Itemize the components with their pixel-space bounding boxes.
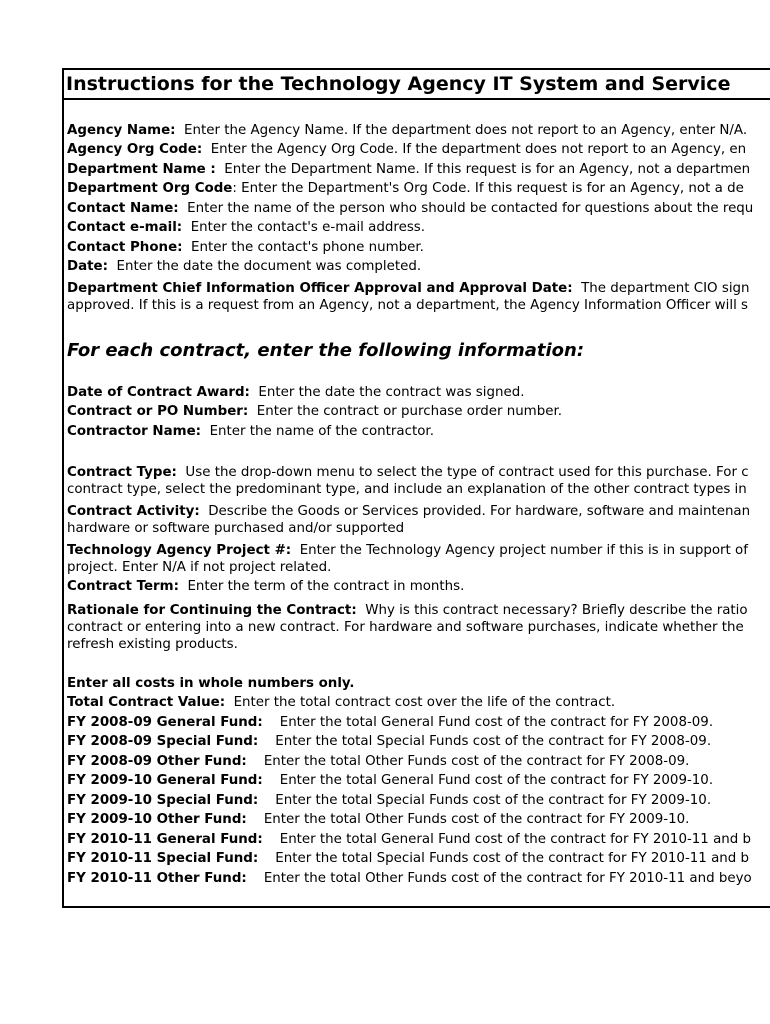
field-description: Enter the total Other Funds cost of the contract for FY 2009-10. bbox=[263, 812, 690, 827]
field-label: Date: bbox=[67, 259, 108, 274]
costs-heading: Enter all costs in whole numbers only. bbox=[67, 676, 355, 691]
field-project-number bbox=[67, 542, 748, 559]
field-fy0809-general bbox=[67, 714, 713, 731]
field-label: FY 2008-09 Special Fund: bbox=[67, 734, 259, 749]
field-description: Enter the contact's e-mail address. bbox=[190, 220, 426, 235]
field-description: Enter the total Special Funds cost of the contract for FY 2009-10. bbox=[275, 793, 712, 808]
field-description: Enter the total Other Funds cost of the contract for FY 2008-09. bbox=[263, 754, 690, 769]
field-description: Enter the Department Name. If this request is for an Agency, not a departmen bbox=[224, 162, 751, 177]
field-description: The department CIO sign bbox=[581, 281, 750, 296]
field-fy1011-special bbox=[67, 850, 749, 867]
field-agency-name bbox=[67, 122, 747, 139]
field-label: Contract or PO Number: bbox=[67, 404, 249, 419]
field-description: Describe the Goods or Services provided. For hardware, software and maintenan bbox=[208, 504, 751, 519]
field-fy0910-general bbox=[67, 772, 713, 789]
field-label: FY 2008-09 General Fund: bbox=[67, 715, 263, 730]
field-description: Enter the name of the person who should be contacted for questions about the requ bbox=[187, 201, 754, 216]
field-contract-type-continuation: contract type, select the predominant type, and include an explanation of the other contract types in bbox=[67, 482, 747, 497]
field-date-of-award bbox=[67, 384, 524, 401]
field-fy1011-other bbox=[67, 870, 752, 887]
field-rationale bbox=[67, 602, 748, 619]
field-description: Enter the name of the contractor. bbox=[209, 424, 434, 439]
field-total-contract-value bbox=[67, 694, 615, 711]
field-department-org-code bbox=[67, 180, 744, 197]
field-label: Agency Org Code: bbox=[67, 142, 203, 157]
field-description: Enter the Agency Name. If the department does not report to an Agency, enter N/A. bbox=[184, 123, 748, 138]
field-description: Enter the total General Fund cost of the contract for FY 2008-09. bbox=[279, 715, 714, 730]
field-fy0910-other bbox=[67, 811, 689, 828]
field-description: Enter the Technology Agency project number if this is in support of bbox=[299, 543, 748, 558]
field-date bbox=[67, 258, 421, 275]
field-description: Enter the total Other Funds cost of the contract for FY 2010-11 and beyo bbox=[263, 871, 752, 886]
field-contact-name bbox=[67, 200, 753, 217]
field-rationale-continuation-1: contract or entering into a new contract. For hardware and software purchases, indicate whether the bbox=[67, 620, 744, 635]
field-label: Contact Name: bbox=[67, 201, 179, 216]
field-label: Technology Agency Project #: bbox=[67, 543, 292, 558]
instructions-box bbox=[62, 68, 770, 908]
field-label: Date of Contract Award: bbox=[67, 385, 250, 400]
field-label: FY 2009-10 Other Fund: bbox=[67, 812, 247, 827]
field-label: FY 2010-11 Special Fund: bbox=[67, 851, 259, 866]
field-description: Enter the Agency Org Code. If the department does not report to an Agency, en bbox=[210, 142, 747, 157]
field-description: Enter the total Special Funds cost of the contract for FY 2008-09. bbox=[275, 734, 712, 749]
field-description: Enter the total contract cost over the life of the contract. bbox=[233, 695, 616, 710]
field-label: Department Org Code bbox=[67, 181, 233, 196]
field-label: Contract Type: bbox=[67, 465, 177, 480]
field-description: Enter the contact's phone number. bbox=[191, 240, 424, 255]
field-fy0910-special bbox=[67, 792, 711, 809]
field-label: FY 2008-09 Other Fund: bbox=[67, 754, 247, 769]
field-description: : Enter the Department's Org Code. If this request is for an Agency, not a de bbox=[232, 181, 744, 196]
field-label: Agency Name: bbox=[67, 123, 176, 138]
field-label: FY 2009-10 General Fund: bbox=[67, 773, 263, 788]
field-description: Enter the total General Fund cost of the contract for FY 2010-11 and b bbox=[279, 832, 752, 847]
field-cio-approval bbox=[67, 280, 750, 297]
field-description: Enter the contract or purchase order number. bbox=[256, 404, 562, 419]
field-contract-activity-continuation: hardware or software purchased and/or supported bbox=[67, 521, 405, 536]
field-contact-email bbox=[67, 219, 425, 236]
field-contract-po-number bbox=[67, 403, 562, 420]
field-fy0809-other bbox=[67, 753, 689, 770]
document-title: Instructions for the Technology Agency IT System and Service bbox=[64, 70, 770, 100]
field-label: Department Chief Information Officer Approval and Approval Date: bbox=[67, 281, 573, 296]
field-department-name bbox=[67, 161, 750, 178]
field-description: Enter the date the document was completed. bbox=[116, 259, 422, 274]
field-description: Enter the term of the contract in months. bbox=[187, 579, 465, 594]
field-contract-term bbox=[67, 578, 464, 595]
field-label: Contract Activity: bbox=[67, 504, 200, 519]
field-label: Contract Term: bbox=[67, 579, 179, 594]
field-agency-org-code bbox=[67, 141, 746, 158]
field-label: Contact Phone: bbox=[67, 240, 183, 255]
field-rationale-continuation-2: refresh existing products. bbox=[67, 637, 238, 652]
field-contract-activity bbox=[67, 503, 750, 520]
field-description: Enter the total General Fund cost of the contract for FY 2009-10. bbox=[279, 773, 714, 788]
field-description: Why is this contract necessary? Briefly describe the ratio bbox=[365, 603, 748, 618]
field-label: FY 2010-11 General Fund: bbox=[67, 832, 263, 847]
field-fy0809-special bbox=[67, 733, 711, 750]
contract-section-heading: For each contract, enter the following information: bbox=[67, 340, 585, 361]
field-label: Rationale for Continuing the Contract: bbox=[67, 603, 357, 618]
field-fy1011-general bbox=[67, 831, 751, 848]
field-label: Department Name : bbox=[67, 162, 216, 177]
field-project-number-continuation: project. Enter N/A if not project related. bbox=[67, 560, 332, 575]
field-cio-approval-continuation: approved. If this is a request from an Agency, not a department, the Agency Information Officer will s bbox=[67, 298, 749, 313]
field-description: Use the drop-down menu to select the type of contract used for this purchase. For c bbox=[185, 465, 749, 480]
field-contact-phone bbox=[67, 239, 424, 256]
field-label: Contractor Name: bbox=[67, 424, 202, 439]
field-label: Contact e-mail: bbox=[67, 220, 183, 235]
field-label: FY 2009-10 Special Fund: bbox=[67, 793, 259, 808]
field-contractor-name bbox=[67, 423, 434, 440]
field-description: Enter the total Special Funds cost of the contract for FY 2010-11 and b bbox=[275, 851, 750, 866]
field-description: Enter the date the contract was signed. bbox=[258, 385, 525, 400]
field-label: Total Contract Value: bbox=[67, 695, 226, 710]
field-label: FY 2010-11 Other Fund: bbox=[67, 871, 247, 886]
field-contract-type bbox=[67, 464, 749, 481]
